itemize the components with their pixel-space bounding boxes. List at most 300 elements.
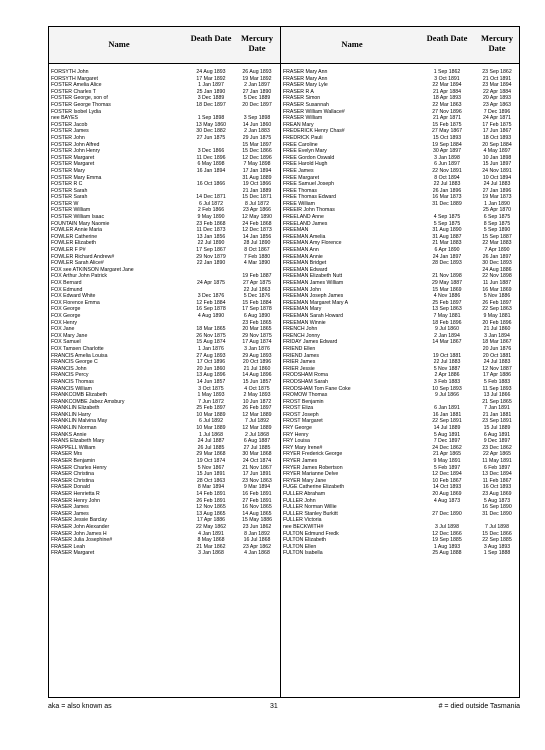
- mercury-date-cell: 6 Aug 1887: [243, 438, 271, 445]
- table-row: [49, 155, 280, 162]
- mercury-date-cell: 25 Apr 1870: [483, 207, 511, 214]
- table-row: [281, 339, 520, 346]
- table-row: [281, 504, 520, 511]
- name-cell: FREE Samuel Joseph: [283, 181, 335, 188]
- table-row: [281, 346, 520, 353]
- table-row: [281, 82, 520, 89]
- table-row: [49, 273, 280, 280]
- death-date-cell: 5 Feb 1897: [433, 464, 461, 471]
- table-row: [281, 221, 520, 228]
- name-cell: FOX Tamsen Charlotte: [51, 345, 104, 352]
- table-row: [49, 445, 280, 452]
- table-row: [281, 280, 520, 287]
- name-cell: FRYER Marianne Delve: [283, 471, 339, 478]
- table-row: [49, 128, 280, 135]
- death-date-cell: 8 May 1868: [197, 537, 225, 544]
- death-date-cell: 21 Apr 1871: [433, 115, 461, 122]
- name-cell: FRASER Leah: [51, 543, 86, 550]
- mercury-date-cell: 26 Aug 1893: [242, 69, 272, 75]
- name-cell: FOX Edmund: [51, 286, 83, 293]
- death-date-cell: 1 May 1893: [197, 392, 225, 399]
- name-cell: FROMOW Thomas: [283, 392, 328, 399]
- death-date-cell: 24 Aug 1893: [196, 69, 226, 75]
- death-date-cell: 21 Mar 1883: [432, 240, 462, 247]
- table-row: [49, 194, 280, 201]
- table-row: [49, 531, 280, 538]
- name-cell: FOX Florence Emma: [51, 299, 100, 306]
- table-row: [281, 418, 520, 425]
- name-cell: FRIER Jessie: [283, 365, 315, 372]
- name-cell: FOSTER Mary: [51, 167, 86, 174]
- name-cell: FOSTER Isobel Lydia: [51, 108, 101, 115]
- mercury-date-cell: 22 Mar 1883: [482, 240, 512, 247]
- death-date-cell: 16 Jan 1881: [432, 411, 462, 418]
- register-page: [48, 26, 520, 698]
- name-cell: FOX Edward White: [51, 293, 96, 300]
- name-cell: FRYER James Robertson: [283, 464, 343, 471]
- table-row: [281, 320, 520, 327]
- right-rows: [281, 69, 520, 557]
- name-cell: FRIEND James: [283, 352, 320, 359]
- table-row: [49, 432, 280, 439]
- death-date-cell: 18 Apr 1893: [433, 95, 461, 102]
- death-date-cell: 6 Apr 1890: [434, 247, 460, 254]
- death-date-cell: 15 Oct 1893: [432, 134, 462, 141]
- mercury-date-cell: 31 Aug 1889: [242, 174, 272, 181]
- name-cell: FOX George: [51, 312, 81, 319]
- mercury-date-cell: 11 May 1891: [482, 458, 512, 465]
- mercury-date-cell: 6 Sep 1875: [483, 214, 511, 221]
- mercury-date-cell: 5 Aug 1873: [483, 497, 511, 504]
- mercury-date-cell: 15 Jun 1897: [482, 161, 512, 168]
- table-row: [49, 287, 280, 294]
- death-date-cell: 5 Nov 1867: [197, 464, 225, 471]
- name-cell: FOSTER John Henry: [51, 148, 101, 155]
- table-row: [49, 135, 280, 142]
- name-cell: FRASER Henry John: [51, 497, 101, 504]
- name-cell: FRANCIS William: [51, 385, 92, 392]
- mercury-date-cell: 23 Dec 1862: [482, 444, 512, 451]
- mercury-date-cell: 15 Dec 1866: [242, 148, 272, 155]
- death-date-cell: 2 Jan 1894: [434, 332, 460, 339]
- table-row: [281, 260, 520, 267]
- name-cell: FRY Louisa: [283, 438, 310, 445]
- table-row: [49, 95, 280, 102]
- name-cell: FOWLER Catherine: [51, 233, 98, 240]
- table-row: [281, 471, 520, 478]
- mercury-date-cell: 19 Mar 1873: [482, 194, 512, 201]
- table-row: [49, 122, 280, 129]
- table-row: [281, 181, 520, 188]
- table-row: [281, 524, 520, 531]
- mercury-date-cell: 7 May 1898: [243, 161, 271, 168]
- name-cell: FOSTER William Isaac: [51, 214, 105, 221]
- name-cell: FRANKCOMB Elizabeth: [51, 392, 107, 399]
- mercury-date-cell: 19 Feb 1887: [242, 273, 272, 280]
- name-cell: FREEMAN Amelia: [283, 233, 326, 240]
- mercury-date-cell: 29 Nov 1875: [242, 332, 272, 339]
- table-row: [281, 135, 520, 142]
- death-date-cell: 7 Jun 1872: [198, 398, 224, 405]
- footer-aka-note: aka = also known as: [48, 703, 112, 710]
- death-date-cell: 22 Nov 1891: [432, 167, 462, 174]
- table-row: [281, 544, 520, 551]
- mercury-date-cell: 15 Dec 1871: [242, 194, 272, 201]
- mercury-date-cell: 24 Nov 1891: [482, 167, 512, 174]
- table-row: [281, 161, 520, 168]
- table-row: [49, 471, 280, 478]
- mercury-date-cell: 16 Feb 1891: [242, 491, 272, 497]
- mercury-date-cell: 26 Feb 1897: [482, 299, 512, 306]
- mercury-date-cell: 17 Jan 1894: [242, 167, 272, 174]
- name-cell: FREELAND Anne: [283, 214, 324, 221]
- table-row: [281, 273, 520, 280]
- death-date-cell: 29 Nov 1879: [196, 253, 226, 260]
- mercury-date-cell: 7 Jul 1892: [245, 418, 269, 425]
- death-date-cell: 19 Oct 1874: [196, 458, 226, 465]
- death-date-header: Death Date: [190, 33, 232, 43]
- mercury-date-cell: 5 Feb 1883: [483, 378, 511, 385]
- name-cell: FREE Gordon Oswald: [283, 154, 335, 161]
- mercury-date-cell: 12 Dec 1896: [242, 154, 272, 161]
- table-row: [281, 517, 520, 524]
- name-cell: FOWLER Sarah Alice#: [51, 260, 104, 267]
- name-cell: FOSTER Amelia Alice: [51, 82, 102, 89]
- table-row: [49, 168, 280, 175]
- table-row: [281, 432, 520, 439]
- death-date-cell: 7 Dec 1897: [433, 438, 461, 445]
- mercury-date-cell: 8 Jul 1872: [245, 200, 269, 207]
- table-row: [281, 148, 520, 155]
- mercury-date-cell: 27 Jan 1890: [242, 88, 272, 95]
- death-date-cell: 13 Jan 1856: [196, 233, 226, 240]
- table-row: [49, 339, 280, 346]
- mercury-date-cell: 19 Oct 1866: [242, 181, 272, 188]
- table-row: [49, 280, 280, 287]
- table-row: [49, 234, 280, 241]
- table-row: [49, 175, 280, 182]
- mercury-date-cell: 22 Apr 1884: [483, 88, 511, 95]
- mercury-date-cell: 3 Aug 1893: [483, 543, 511, 550]
- table-row: [49, 346, 280, 353]
- table-row: [281, 142, 520, 149]
- table-row: [49, 188, 280, 195]
- name-cell: FRASER Simon: [283, 95, 321, 102]
- name-cell: FULLER Stanley Burkitt: [283, 510, 338, 517]
- name-cell: FRENCH John: [283, 326, 318, 333]
- table-row: [281, 412, 520, 419]
- name-cell: FRASER James: [51, 510, 89, 517]
- left-column: [49, 27, 281, 697]
- mercury-date-cell: 30 Dec 1893: [482, 260, 512, 267]
- death-date-cell: 10 Sep 1893: [432, 385, 462, 392]
- name-cell: FRENCH Jonny: [283, 332, 320, 339]
- name-cell: FULLER Victoria: [283, 517, 322, 524]
- table-row: [281, 102, 520, 109]
- name-cell: FREEMAN Winnie: [283, 319, 326, 326]
- table-row: [49, 478, 280, 485]
- mercury-date-cell: 22 Apr 1865: [483, 451, 511, 458]
- death-date-cell: 9 Jul 1866: [435, 392, 459, 399]
- mercury-date-cell: 1 Jan 1890: [484, 200, 510, 207]
- name-cell: FREEMAN: [283, 227, 309, 234]
- mercury-date-cell: 5 Nov 1886: [483, 293, 511, 300]
- name-cell: FOWLER Elizabeth: [51, 240, 96, 247]
- mercury-date-cell: 2 Jan 1883: [244, 128, 270, 135]
- death-date-cell: 25 Feb 1897: [432, 299, 462, 306]
- mercury-date-cell: 3 Sep 1898: [243, 115, 271, 122]
- name-cell: FULTON Edmund Fredk: [283, 530, 339, 537]
- table-row: [49, 247, 280, 254]
- table-row: [49, 399, 280, 406]
- table-row: [49, 386, 280, 393]
- death-date-cell: 13 Sep 1863: [432, 306, 462, 313]
- name-cell: FRASER Susannah: [283, 101, 329, 108]
- mercury-date-cell: 10 Oct 1894: [482, 174, 512, 181]
- mercury-date-cell: 15 May 1886: [242, 517, 272, 524]
- death-date-cell: 12 Feb 1884: [196, 299, 226, 306]
- mercury-date-cell: 11 Jun 1887: [482, 280, 512, 286]
- death-date-cell: 23 Feb 1868: [196, 220, 226, 227]
- table-row: [49, 491, 280, 498]
- name-cell: FRASER Margaret: [51, 550, 95, 557]
- mercury-date-cell: 18 Oct 1893: [482, 134, 512, 141]
- name-cell: FRASER Christina: [51, 477, 94, 484]
- name-cell: FRASER Jessie Barclay: [51, 517, 107, 524]
- mercury-date-cell: 27 Feb 1891: [242, 497, 272, 504]
- table-row: [49, 254, 280, 261]
- table-row: [281, 537, 520, 544]
- death-date-cell: 6 Jul 1872: [199, 200, 223, 207]
- table-row: [281, 498, 520, 505]
- death-date-cell: 14 Feb 1891: [196, 491, 226, 497]
- name-cell: FREEMAN Ann: [283, 247, 319, 254]
- name-cell: FOSTER W: [51, 200, 79, 207]
- mercury-date-cell: 21 Nov 1867: [242, 464, 272, 471]
- death-date-cell: 3 Oct 1891: [434, 75, 460, 82]
- name-cell: FRANCIS Percy: [51, 372, 89, 379]
- death-date-cell: 11 Dec 1896: [196, 154, 226, 161]
- table-row: [281, 69, 520, 76]
- mercury-date-cell: 20 Oct 1881: [482, 352, 512, 359]
- name-cell: FRASER Mrs: [51, 451, 83, 458]
- table-row: [49, 260, 280, 267]
- name-cell: FREDRICK Pauli: [283, 134, 323, 141]
- table-row: [281, 399, 520, 406]
- name-cell: FOSTER John Alfred: [51, 141, 100, 148]
- death-date-cell: 21 Nov 1898: [432, 273, 462, 280]
- death-date-cell: 24 Jul 1887: [197, 438, 225, 445]
- table-row: [49, 372, 280, 379]
- table-row: [281, 306, 520, 313]
- death-date-cell: 10 Feb 1867: [432, 477, 462, 484]
- death-date-cell: 22 Mar 1863: [432, 101, 462, 108]
- death-date-cell: 22 Jan 1890: [196, 260, 226, 267]
- mercury-date-cell: 29 Jun 1875: [242, 134, 272, 141]
- name-cell: FREE James: [283, 167, 314, 174]
- mercury-date-header: Mercury Date: [241, 33, 273, 53]
- table-row: [281, 194, 520, 201]
- table-row: [49, 498, 280, 505]
- mercury-date-cell: 16 Mar 1869: [482, 286, 512, 293]
- mercury-date-cell: 12 May 1890: [242, 214, 272, 221]
- table-row: [281, 333, 520, 340]
- name-cell: FRASER R A: [283, 88, 314, 95]
- name-cell: FREE Thomas: [283, 187, 317, 194]
- table-row: [49, 142, 280, 149]
- name-cell: FRASER Mary Ann: [283, 69, 328, 75]
- death-date-cell: 30 Apr 1897: [433, 148, 461, 155]
- death-date-cell: 24 Dec 1862: [432, 444, 462, 451]
- name-cell: FUGE Catherine Elizabeth: [283, 484, 345, 491]
- table-row: [49, 214, 280, 221]
- death-date-cell: 1 Sep 1898: [197, 115, 225, 122]
- name-cell: FRANCIS Amelia Louisa: [51, 352, 108, 359]
- table-row: [49, 306, 280, 313]
- death-date-cell: 27 May 1867: [432, 128, 462, 135]
- mercury-date-cell: 20 Sep 1884: [482, 141, 512, 148]
- name-cell: FRY George: [283, 425, 312, 432]
- death-date-cell: 18 Mar 1865: [196, 326, 226, 333]
- table-row: [49, 320, 280, 327]
- mercury-date-cell: 7 Apr 1890: [484, 247, 510, 254]
- death-date-cell: 9 Jul 1860: [435, 326, 459, 333]
- name-cell: FOX George: [51, 306, 81, 313]
- mercury-date-cell: 15 Sep 1887: [482, 233, 512, 240]
- name-cell: FOSTER George, son of: [51, 95, 108, 102]
- name-cell: FRASER Henrietta R: [51, 491, 100, 497]
- table-row: [49, 76, 280, 83]
- mercury-date-cell: 23 Sep 1862: [482, 69, 512, 75]
- name-cell: FOSTER Mary Emma: [51, 174, 102, 181]
- table-row: [281, 247, 520, 254]
- name-cell: FREEMAN Annie: [283, 253, 323, 260]
- table-row: [281, 458, 520, 465]
- name-cell: FRANKLIN Elizabeth: [51, 405, 100, 412]
- death-date-cell: 28 Dec 1893: [432, 260, 462, 267]
- table-row: [281, 359, 520, 366]
- mercury-date-cell: 2 Jan 1897: [244, 82, 270, 89]
- name-cell: FREEMAN Elizabeth Nutt: [283, 273, 343, 280]
- name-cell: FOWLER Richard Andrew#: [51, 253, 115, 260]
- death-date-cell: 6 Jun 1897: [434, 161, 460, 168]
- table-row: [49, 359, 280, 366]
- name-cell: FREE Thomas Edward: [283, 194, 336, 201]
- name-cell: FRASER Donald: [51, 484, 90, 491]
- table-row: [49, 537, 280, 544]
- table-row: [49, 353, 280, 360]
- name-cell: FROST Joseph: [283, 411, 319, 418]
- name-cell: FOWLER F P#: [51, 247, 86, 254]
- death-date-cell: 26 Nov 1875: [196, 332, 226, 339]
- name-cell: FROST Benjamin: [283, 398, 324, 405]
- table-row: [49, 418, 280, 425]
- mercury-date-cell: 4 May 1897: [483, 148, 511, 155]
- death-date-cell: 14 Oct 1893: [432, 484, 462, 491]
- table-row: [49, 89, 280, 96]
- death-date-cell: 3 Dec 1889: [197, 95, 225, 102]
- name-cell: FRIER James: [283, 359, 316, 366]
- name-cell: FULLER John: [283, 497, 316, 504]
- death-date-cell: 22 Jul 1890: [197, 240, 225, 247]
- mercury-date-cell: 16 Sep 1890: [482, 504, 512, 511]
- name-cell: FOX Mary Jane: [51, 332, 88, 339]
- death-date-cell: 31 Dec 1889: [432, 200, 462, 207]
- death-date-cell: 3 Jul 1898: [435, 523, 459, 530]
- mercury-date-cell: 4 Oct 1875: [244, 385, 270, 392]
- mercury-date-cell: 27 Jul 1885: [243, 444, 271, 451]
- table-row: [281, 511, 520, 518]
- table-row: [49, 379, 280, 386]
- table-row: [49, 201, 280, 208]
- mercury-date-cell: 7 Jan 1891: [484, 405, 510, 412]
- table-row: [281, 405, 520, 412]
- table-row: [281, 155, 520, 162]
- name-cell: FRAPPELL William: [51, 444, 96, 451]
- mercury-date-cell: 22 Jul 1863: [243, 286, 271, 293]
- death-date-cell: 15 Jun 1891: [196, 471, 226, 478]
- mercury-date-cell: 22 Nov 1898: [482, 273, 512, 280]
- death-date-cell: 27 Aug 1893: [196, 352, 226, 359]
- mercury-date-cell: 10 Jan 1898: [482, 154, 512, 161]
- name-cell: FROST Eliza: [283, 405, 314, 412]
- death-date-cell: 26 Jul 1885: [197, 444, 225, 451]
- name-cell: FRANKCOMBE Jabez Amsbury: [51, 398, 125, 405]
- mercury-date-header: Mercury Date: [481, 33, 513, 53]
- mercury-date-cell: 6 Aug 1891: [483, 431, 511, 438]
- table-row: [49, 484, 280, 491]
- mercury-date-cell: 24 Jul 1883: [483, 359, 511, 366]
- mercury-date-cell: 21 Jan 1881: [482, 411, 512, 418]
- mercury-date-cell: 23 Jun 1862: [242, 523, 272, 530]
- death-date-cell: 3 Jan 1898: [434, 154, 460, 161]
- table-row: [281, 372, 520, 379]
- name-cell: FOSTER George Thomas: [51, 101, 111, 108]
- name-cell: FOSTER Margaret: [51, 154, 95, 161]
- death-date-header: Death Date: [426, 33, 468, 43]
- name-cell: FRYER Mary Jane: [283, 477, 327, 484]
- death-date-cell: 3 Dec 1866: [197, 148, 225, 155]
- table-row: [49, 240, 280, 247]
- name-cell: FOX Henry: [51, 319, 77, 326]
- table-row: [281, 240, 520, 247]
- left-rows: [49, 69, 280, 557]
- death-date-cell: 1 Sep 1862: [433, 69, 461, 75]
- table-row: [49, 412, 280, 419]
- name-cell: FREEMAN Edward: [283, 266, 328, 273]
- mercury-date-cell: 15 Dec 1866: [482, 530, 512, 537]
- mercury-date-cell: 19 Mar 1892: [242, 75, 272, 82]
- death-date-cell: 17 Mar 1892: [196, 75, 226, 82]
- death-date-cell: 3 Feb 1883: [433, 378, 461, 385]
- name-cell: FRASER James: [51, 504, 89, 511]
- mercury-date-cell: 12 Mar 1889: [242, 411, 272, 418]
- name-cell: FREEIR John Thomas: [283, 207, 335, 214]
- table-row: [49, 109, 280, 116]
- mercury-date-cell: 17 Feb 1875: [482, 121, 512, 128]
- death-date-cell: 3 Dec 1876: [197, 293, 225, 300]
- mercury-date-cell: 13 Dec 1894: [482, 471, 512, 478]
- table-row: [49, 333, 280, 340]
- mercury-date-cell: 30 Mar 1868: [242, 451, 272, 458]
- mercury-date-cell: 20 Feb 1896: [482, 319, 512, 326]
- death-date-cell: 14 Jul 1889: [433, 425, 461, 432]
- death-date-cell: 21 Apr 1884: [433, 88, 461, 95]
- death-date-cell: 20 Aug 1869: [432, 491, 462, 497]
- table-row: [49, 326, 280, 333]
- death-date-cell: 4 Jan 1891: [198, 530, 224, 537]
- table-row: [49, 181, 280, 188]
